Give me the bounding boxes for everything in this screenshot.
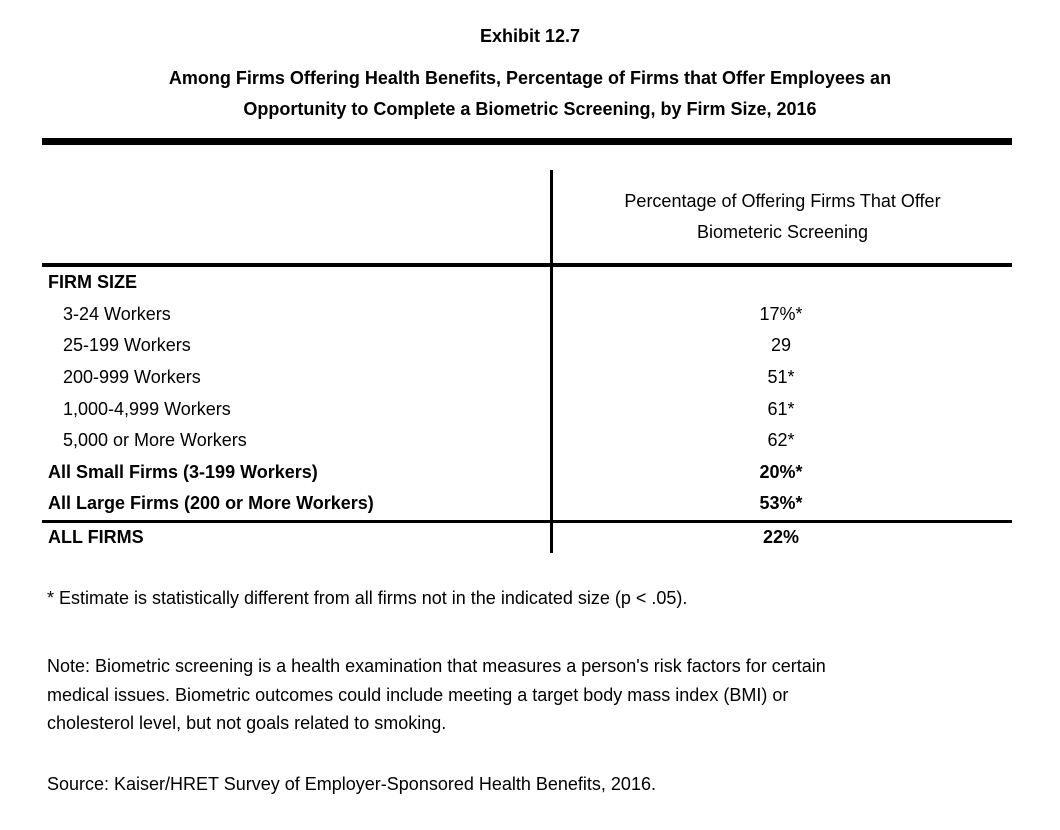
row-value: 61*: [767, 398, 795, 419]
row-value: 22%: [762, 527, 800, 548]
exhibit-title: [0, 63, 1060, 125]
table-row-1000-4999-workers: [42, 393, 1012, 425]
significance-footnote: * Estimate is statistically different from all firms not in the indicated size (p < .05).: [47, 588, 688, 608]
table-row-25-199-workers: [42, 330, 1012, 362]
row-label: FIRM SIZE: [48, 272, 137, 293]
source-line: Source: Kaiser/HRET Survey of Employer-Sponsored Health Benefits, 2016.: [47, 774, 656, 794]
row-value: 17%*: [759, 303, 803, 324]
row-label: All Large Firms (200 or More Workers): [48, 493, 374, 514]
note-paragraph: [47, 652, 826, 738]
row-value: 29: [770, 335, 792, 356]
row-label: 25-199 Workers: [63, 335, 191, 356]
row-value: 62*: [767, 430, 795, 451]
row-label: 200-999 Workers: [63, 367, 201, 388]
table-row-5000-or-more-workers: [42, 425, 1012, 457]
row-value: 20%*: [759, 461, 803, 482]
table-row-all-small-firms: [42, 457, 1012, 489]
row-label: 5,000 or More Workers: [63, 430, 247, 451]
table-row-firm-size-heading: [42, 267, 1012, 299]
row-label: All Small Firms (3-199 Workers): [48, 461, 318, 482]
table-row-200-999-workers: [42, 362, 1012, 394]
exhibit-title-line-2: Opportunity to Complete a Biometric Screening, by Firm Size, 2016: [243, 99, 817, 119]
row-value: 53%*: [759, 493, 803, 514]
row-label: 3-24 Workers: [63, 303, 171, 324]
firm-size-table: [42, 267, 1012, 553]
note-line-3: cholesterol level, but not goals related to smoking.: [47, 713, 447, 733]
table-row-3-24-workers: [42, 299, 1012, 331]
value-column-header: [553, 186, 1012, 248]
exhibit-number: Exhibit 12.7: [479, 26, 581, 46]
row-value: 51*: [767, 367, 795, 388]
top-rule: [42, 138, 1012, 145]
exhibit-title-line-1: Among Firms Offering Health Benefits, Percentage of Firms that Offer Employees an: [168, 68, 892, 88]
note-line-1: Note: Biometric screening is a health examination that measures a person's risk factors for certain: [47, 656, 826, 676]
note-line-2: medical issues. Biometric outcomes could include meeting a target body mass index (BMI) or: [47, 684, 789, 705]
table-row-all-firms: [42, 520, 1012, 553]
table-row-all-large-firms: [42, 488, 1012, 520]
row-label: ALL FIRMS: [48, 527, 144, 548]
value-column-header-line-1: Percentage of Offering Firms That Offer: [624, 191, 941, 211]
row-label: 1,000-4,999 Workers: [63, 398, 231, 419]
value-column-header-line-2: Biometeric Screening: [696, 222, 869, 242]
